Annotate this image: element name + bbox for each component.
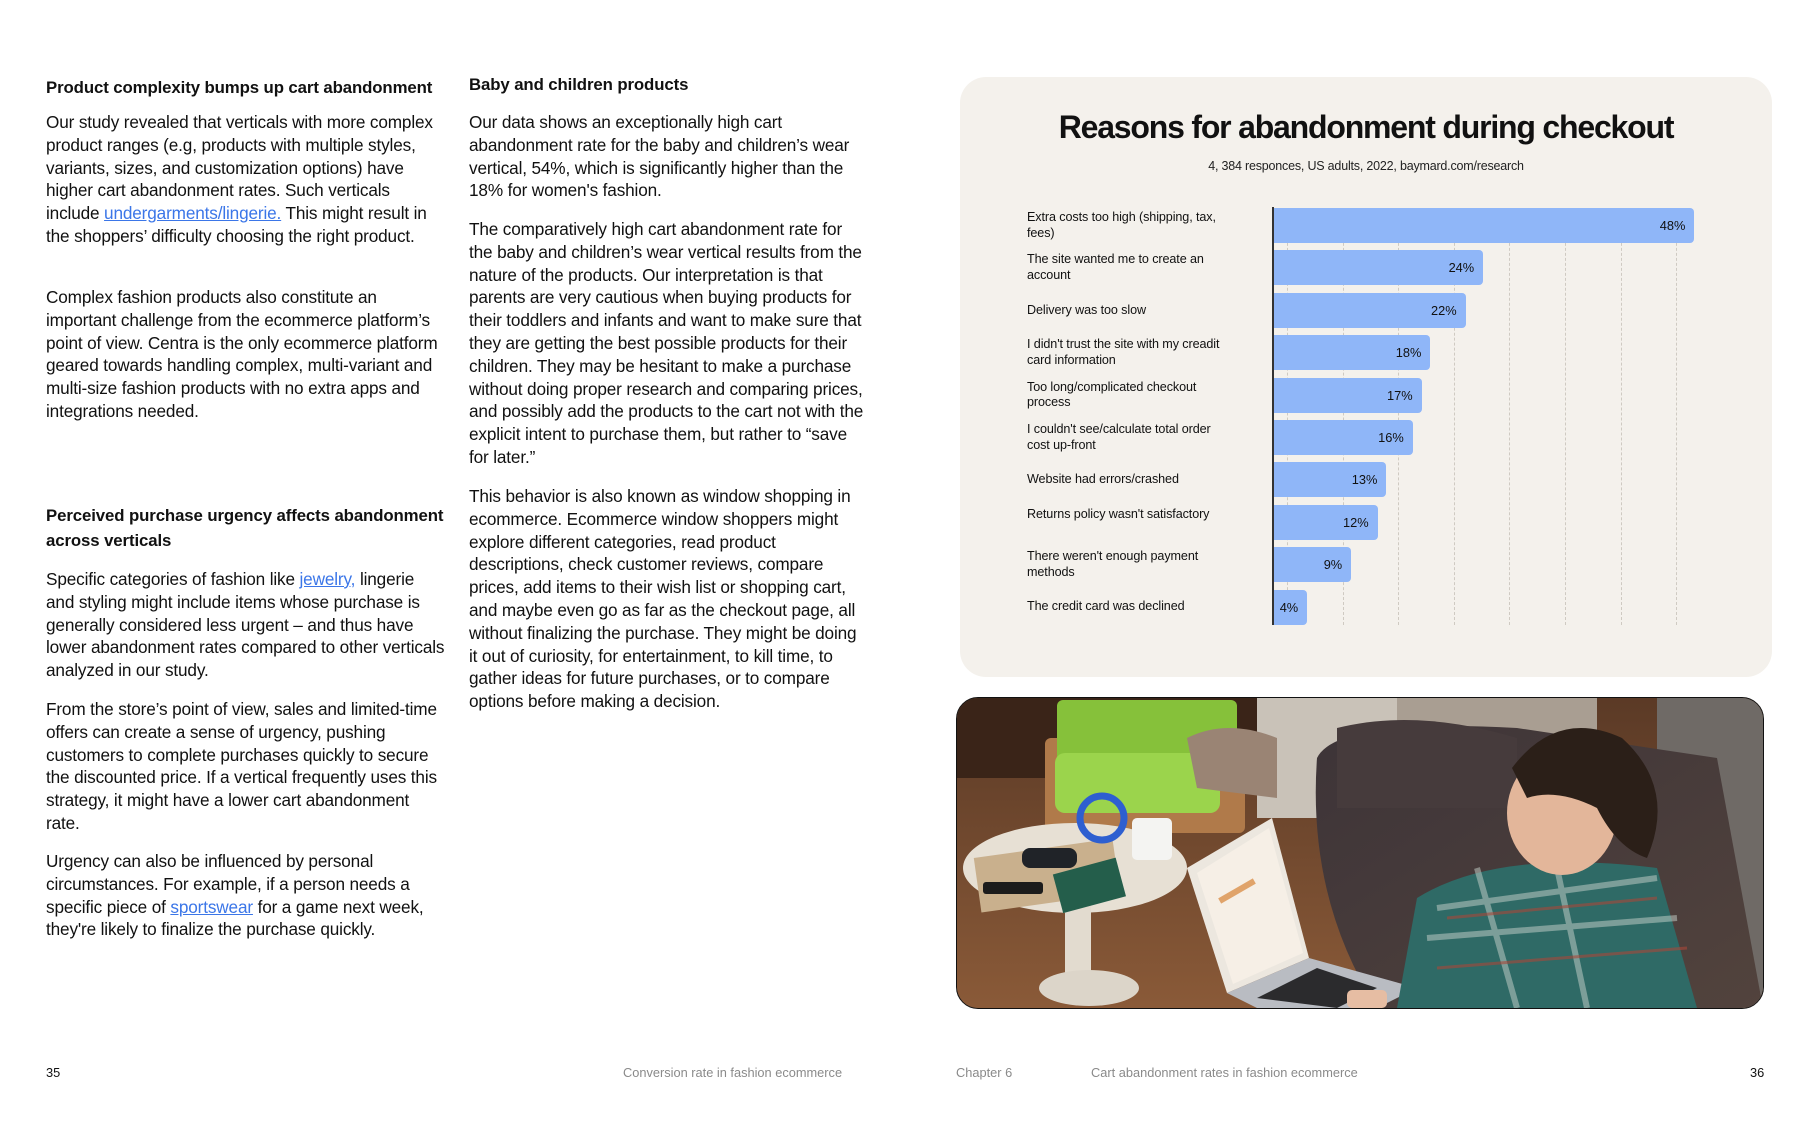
chart-card <box>960 77 1772 677</box>
footer-right-title: Cart abandonment rates in fashion ecommerce <box>1091 1065 1358 1080</box>
paragraph-text: Specific categories of fashion like <box>46 569 300 589</box>
category-label: The site wanted me to create an account <box>1027 252 1204 282</box>
category-label: I didn't trust the site with my creadit card information <box>1027 337 1220 367</box>
bar <box>1272 208 1694 243</box>
bar-value-label: 48% <box>1659 218 1686 233</box>
bar <box>1272 462 1386 497</box>
paragraph-store-point-of-view: From the store’s point of view, sales and limited-time offers can create a sense of urgency, pushing customers to complete purchases quickly to secure the discounted price. If a vertical frequently uses this strategy, it might have a lower cart abandonment rate. <box>46 699 437 833</box>
bar-value-label: 4% <box>1279 599 1299 615</box>
gridline <box>1676 208 1677 625</box>
bar-value-label: 12% <box>1342 514 1369 530</box>
paragraph-complex-fashion: Complex fashion products also constitute an important challenge from the ecommerce platform’s point of view. Centra is the only ecommerce platform geared towards handling complex, multi-variant and multi-size fashion products with no extra apps and integrations needed. <box>46 287 438 421</box>
page-number-left: 35 <box>46 1065 61 1080</box>
bar <box>1272 590 1307 625</box>
paragraph-text: for a game next week, they're likely to finalize the purchase quickly. <box>46 896 424 940</box>
gridline <box>1565 208 1566 625</box>
category-label: The credit card was declined <box>1027 599 1185 614</box>
bar-value-label: 24% <box>1448 260 1475 276</box>
gridline <box>1509 208 1510 625</box>
bar-value-label: 18% <box>1395 345 1422 361</box>
photo-person-with-laptop <box>956 697 1764 1009</box>
paragraph-text: Our study revealed that verticals with more complex product ranges (e.g, products with multiple styles, variants, sizes, and customization options) have higher cart abandonment rates. Such verticals include <box>46 112 433 224</box>
link-jewelry[interactable]: jewelry, <box>299 569 356 589</box>
category-label: Website had errors/crashed <box>1027 472 1179 487</box>
paragraph-window-shopping: This behavior is also known as window shopping in ecommerce. Ecommerce window shoppers might explore different categories, read product descriptions, check customer reviews, compare prices, add items to their wish list or shopping cart, and maybe even go as far as the checkout page, all without finalizing the purchase. They might be doing it out of curiosity, for entertainment, to kill time, to gather ideas for future purchases, or to compare options before making a decision. <box>469 486 857 712</box>
bar <box>1272 378 1422 413</box>
bar-value-label: 22% <box>1430 302 1457 318</box>
chart-subtitle: 4, 384 responces, US adults, 2022, baymard.com/research <box>1208 159 1524 173</box>
bar <box>1272 250 1483 285</box>
paragraph-text: This might result in the shoppers’ difficulty choosing the right product. <box>46 203 427 246</box>
footer-left-title: Conversion rate in fashion ecommerce <box>623 1065 843 1080</box>
section-heading-product-complexity: Product complexity bumps up cart abandonment <box>46 78 433 97</box>
category-label: Returns policy wasn't satisfactory <box>1027 506 1210 521</box>
paragraph-text: Urgency can also be influenced by personal circumstances. For example, if a person needs a specific piece of <box>46 851 410 917</box>
paragraph-urgency-personal <box>46 850 446 941</box>
bar <box>1272 335 1430 370</box>
category-label: I couldn't see/calculate total order cost up-front <box>1027 422 1211 452</box>
paragraph-text: lingerie and styling might include items whose purchase is generally considered less urgent – and thus have lower abandonment rates compared to other verticals analyzed in our study. <box>46 569 445 681</box>
bar-value-label: 13% <box>1351 472 1378 488</box>
bar <box>1272 293 1466 328</box>
gridline <box>1621 208 1622 625</box>
paragraph-product-complexity <box>46 111 446 248</box>
category-label: Delivery was too slow <box>1027 302 1146 317</box>
link-undergarments-lingerie[interactable]: undergarments/lingerie. <box>104 203 282 224</box>
paragraph-baby-data: Our data shows an exceptionally high cart abandonment rate for the baby and children’s wear vertical, 54%, which is significantly higher than the 18% for women's fashion. <box>469 112 850 201</box>
category-label: Extra costs too high (shipping, tax, fees) <box>1027 210 1216 240</box>
paragraph-baby-interpretation: The comparatively high cart abandonment rate for the baby and children’s wear vertical results from the nature of the products. Our interpretation is that parents are very cautious when buying products for their toddlers and infants and want to make sure that they are getting the best possible products for their children. They may be hesitant to make a purchase without doing proper research and comparing prices, and possibly add the products to the cart not with the explicit intent to purchase them, but rather to “save for later.” <box>469 219 864 467</box>
bar <box>1272 547 1351 582</box>
section-heading-baby-children: Baby and children products <box>469 75 689 94</box>
link-sportswear[interactable]: sportswear <box>170 896 253 917</box>
category-label: There weren't enough payment methods <box>1027 549 1199 579</box>
bar <box>1272 505 1378 540</box>
chart-title: Reasons for abandonment during checkout <box>1058 109 1674 145</box>
photo-illustration-icon <box>957 698 1763 1008</box>
section-heading-purchase-urgency: Perceived purchase urgency affects abandonment across verticals <box>46 506 444 550</box>
bar-value-label: 16% <box>1378 430 1404 445</box>
paragraph-specific-categories <box>46 568 446 682</box>
footer-chapter: Chapter 6 <box>956 1065 1013 1080</box>
page-number-right: 36 <box>1750 1065 1765 1080</box>
category-label: Too long/complicated checkout process <box>1027 379 1197 410</box>
y-axis-line <box>1272 207 1274 625</box>
bar-value-label: 17% <box>1386 387 1413 403</box>
bar-value-label: 9% <box>1323 557 1343 573</box>
bar <box>1272 420 1413 455</box>
bar-chart <box>960 77 1772 677</box>
